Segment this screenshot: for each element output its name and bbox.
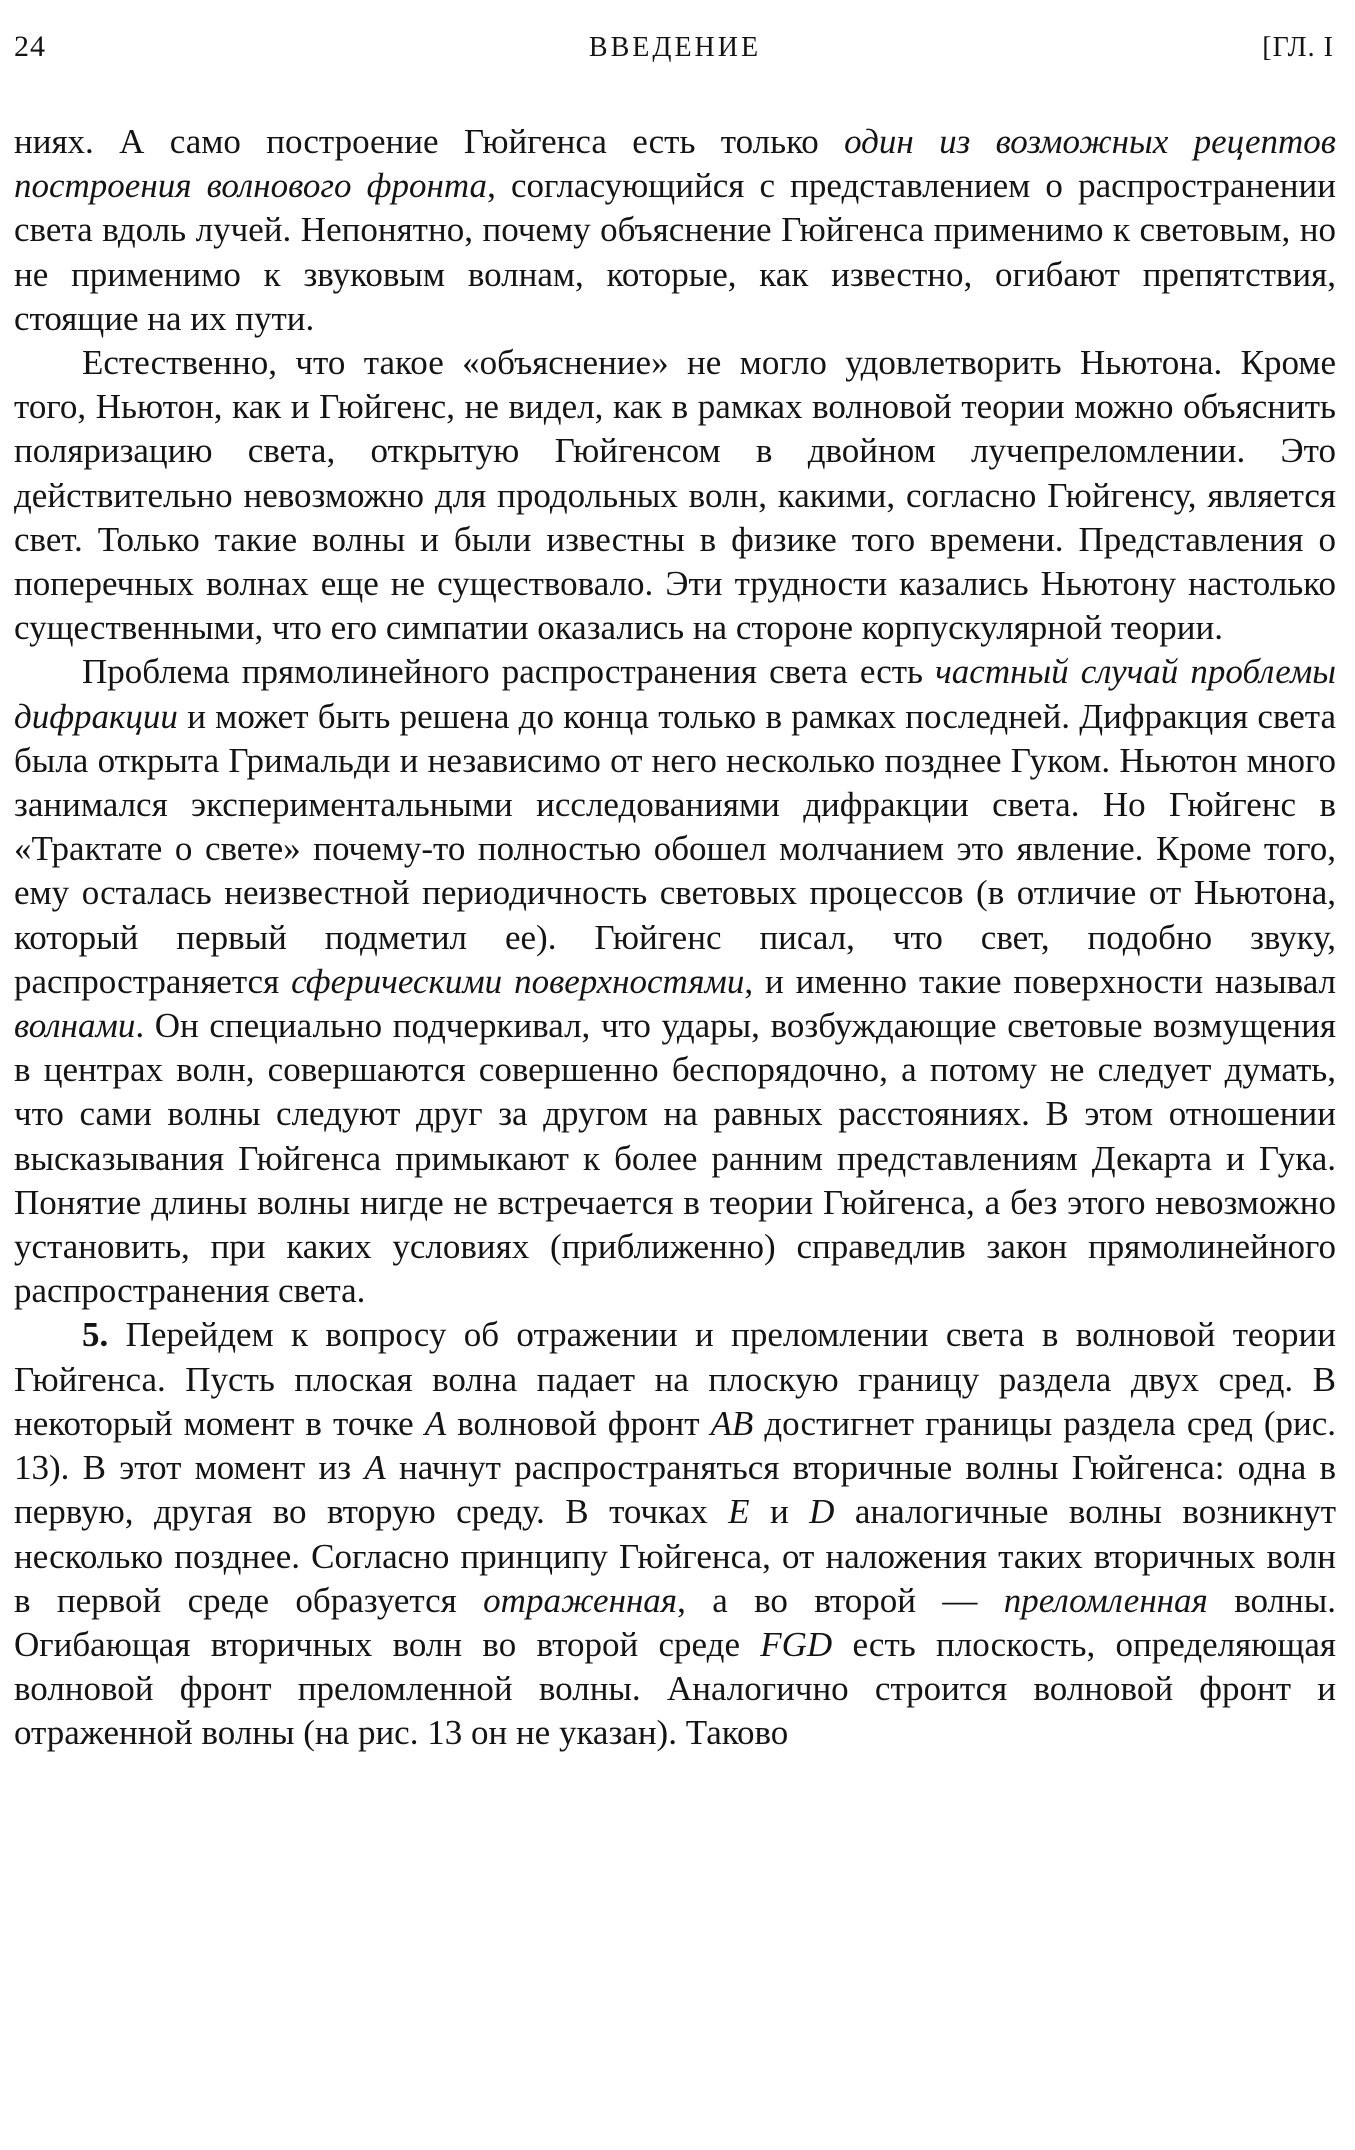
italic-run: волнами [14,1006,136,1046]
text-run: волновой фронт [446,1403,711,1443]
text-run: и [749,1492,810,1532]
text-run: ниях. А само построение Гюйгенса есть только [14,122,845,161]
running-header [14,30,1336,80]
italic-run: A [424,1403,447,1443]
text-run: Перейдем к вопросу об отражении и преломлении света в волновой теории Гюйгенса. Пусть плоская волна падает на плоскую границу раздела двух сред. В некоторый момент в точке [14,1315,1336,1443]
paragraph-4 [14,1313,1336,1755]
paragraph-3 [14,650,1336,1313]
text-run: начнут распространяться вторичные волны Гюйгенса: одна в первую, другая во вторую среду. В точках [14,1448,1337,1532]
text-run: и может быть решена до конца только в рамках последней. Дифракция света была открыта Гримальди и независимо от него несколько позднее Гуком. Ньютон много занимался экспериментальными исследованиями дифракции света. Но Гюйгенс в «Трактате о свете» почему-то полностью обошел молчанием это явление. Кроме того, ему осталась неизвестной периодичность световых процессов (в отличие от Ньютона, который первый подметил ее). Гюйгенс писал, что свет, подобно звуку, распространяется [14,696,1336,1001]
italic-run: один из возможных рецептов построения волнового фронта [14,122,1336,206]
section-number: 5. [82,1315,109,1355]
book-page [14,30,1336,1756]
italic-run: E [728,1492,750,1532]
paragraph-1 [14,120,1336,341]
text-run: , и именно такие поверхности называл [744,961,1337,1001]
italic-run: AB [710,1403,754,1443]
italic-run: сферическими поверхностями [291,961,745,1001]
page-body [14,120,1336,1756]
text-run: Проблема прямолинейного распространения света есть [82,652,936,692]
chapter-marker: [ГЛ. I [1262,32,1334,63]
italic-run: преломленная [1003,1580,1208,1620]
text-run: Естественно, что такое «объяснение» не могло удовлетворить Ньютона. Кроме того, Ньютон, как и Гюйгенс, не видел, как в рамках волновой теории можно объяснить поляризацию света, открытую Гюйгенсом в двойном лучепреломлении. Это действительно невозможно для продольных волн, какими, согласно Гюйгенсу, является свет. Только такие волны и были известны в физике того времени. Представления о поперечных волнах еще не существовало. Эти трудности казались Ньютону настолько существенными, что его симпатии оказались на стороне корпускулярной теории. [14,343,1336,648]
italic-run: D [809,1492,835,1532]
paragraph-2 [14,341,1336,650]
italic-run: отраженная [483,1580,678,1620]
text-run: достигнет границы раздела сред (рис. 13). В этот момент из [14,1403,1336,1488]
text-run: . Он специально подчеркивал, что удары, возбуждающие световые возмущения в центрах волн, совершаются совершенно беспорядочно, а потому не следует думать, что сами волны следуют друг за другом на равных расстояниях. В этом отношении высказывания Гюйгенса примыкают к более ранним представлениям Декарта и Гука. Понятие длины волны нигде не встречается в теории Гюйгенса, а без этого невозможно установить, при каких условиях (приближенно) справедлив закон прямолинейного распространения света. [14,1006,1336,1311]
text-run: волны. Огибающая вторичных волн во второй среде [14,1580,1336,1664]
text-run: , а во второй — [677,1580,1004,1620]
text-run: аналогичные волны возникнут несколько позднее. Согласно принципу Гюйгенса, от наложения таких вторичных волн в первой среде образуется [14,1492,1337,1620]
italic-run: частный случай проблемы дифракции [14,652,1336,736]
text-run: , согласующийся с представлением о распространении света вдоль лучей. Непонятно, почему объяснение Гюйгенса применимо к световым, но не применимо к звуковым волнам, которые, как известно, огибают препятствия, стоящие на их пути. [14,166,1336,338]
running-title: ВВЕДЕНИЕ [588,32,762,63]
italic-run: A [364,1448,386,1488]
italic-run: FGD [760,1624,833,1664]
page-number: 24 [14,30,46,63]
text-run: есть плоскость, определяющая волновой фронт преломленной волны. Аналогично строится волновой фронт и отраженной волны (на рис. 13 он не указан). Таково [14,1624,1336,1753]
